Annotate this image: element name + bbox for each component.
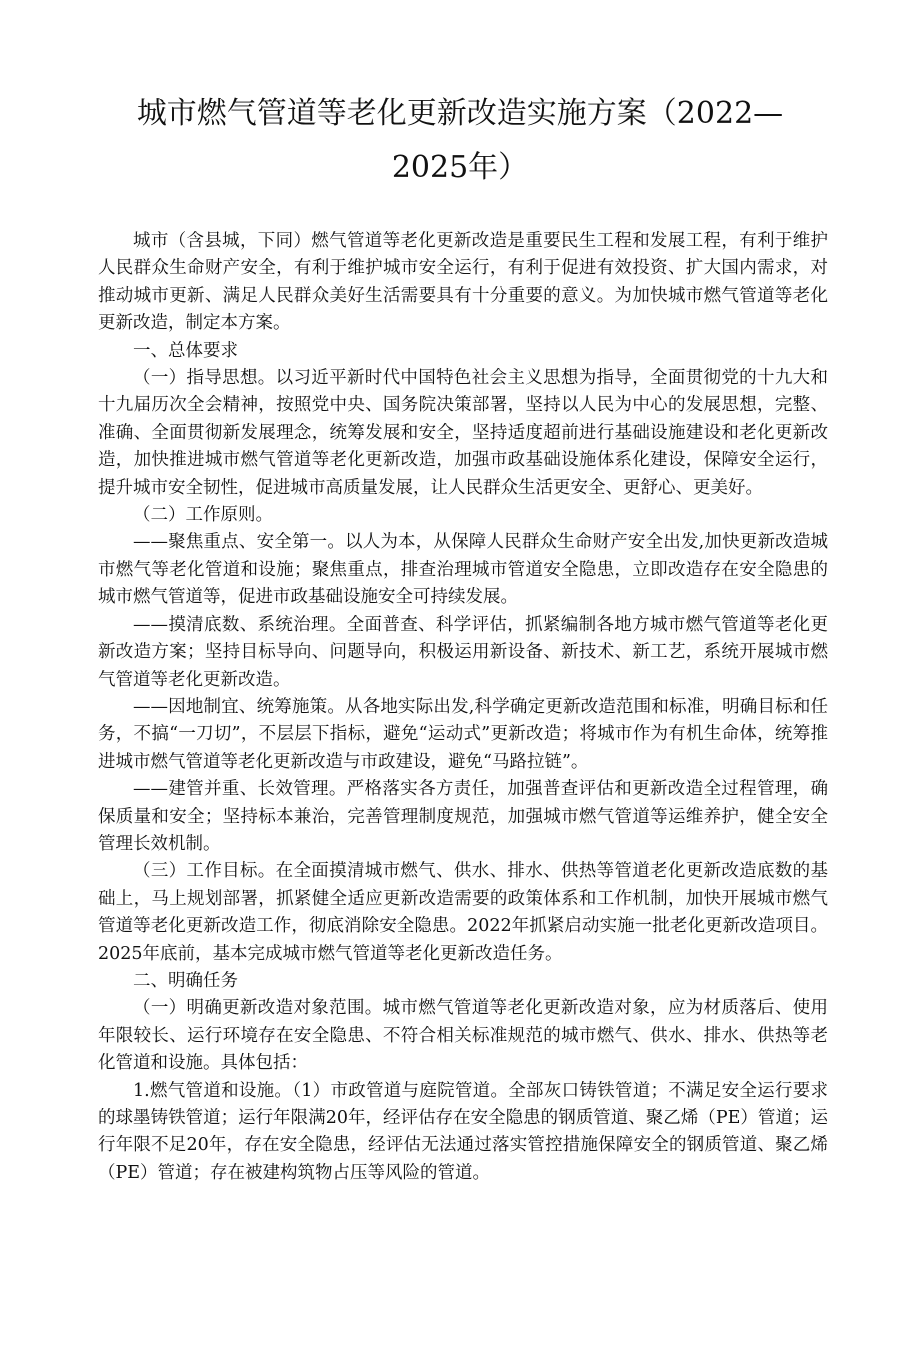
section-heading-clear-tasks: 二、明确任务 [133,970,238,991]
paragraph-principle-management: ——建管并重、长效管理。严格落实各方责任，加强普查评估和更新改造全过程管理，确保质量和安全；坚持标本兼治，完善管理制度规范，加强城市燃气管道等运维养护，健全安全管理长效机制。 [98,779,828,854]
document-body [98,228,828,1187]
section-heading-general-requirements: 一、总体要求 [133,340,238,361]
intro-paragraph: 城市（含县城，下同）燃气管道等老化更新改造是重要民生工程和发展工程，有利于维护人民群众生命财产安全，有利于维护城市安全运行，有利于促进有效投资、扩大国内需求，对推动城市更新、满足人民群众美好生活需要具有十分重要的意义。为加快城市燃气管道等老化更新改造，制定本方案。 [98,231,828,334]
paragraph-work-goals: （三）工作目标。在全面摸清城市燃气、供水、排水、供热等管道老化更新改造底数的基础上，马上规划部署，抓紧健全适应更新改造需要的政策体系和工作机制，加快开展城市燃气管道等老化更新改造工作，彻底消除安全隐患。2022年抓紧启动实施一批老化更新改造项目。2025年底前，基本完成城市燃气管道等老化更新改造任务。 [98,861,828,964]
paragraph-gas-pipelines: 1.燃气管道和设施。（1）市政管道与庭院管道。全部灰口铸铁管道；不满足安全运行要求的球墨铸铁管道；运行年限满20年，经评估存在安全隐患的钢质管道、聚乙烯（PE）管道；运行年限不足20年，存在安全隐患，经评估无法通过落实管控措施保障安全的钢质管道、聚乙烯（PE）管道；存在被建构筑物占压等风险的管道。 [98,1080,828,1183]
subheading-work-principles: （二）工作原则。 [133,505,273,526]
paragraph-principle-focus-safety: ——聚焦重点、安全第一。以人为本，从保障人民群众生命财产安全出发,加快更新改造城市燃气等老化管道和设施；聚焦重点，排查治理城市管道安全隐患，立即改造存在安全隐患的城市燃气管道等，促进市政基础设施安全可持续发展。 [98,532,828,608]
document-title-line-2: 2025年） [391,150,529,185]
paragraph-principle-local-conditions: ——因地制宜、统筹施策。从各地实际出发,科学确定更新改造范围和标准，明确目标和任务，不搞“一刀切”，不层层下指标，避免“运动式”更新改造；将城市作为有机生命体，统筹推进城市燃气管道等老化更新改造与市政建设，避免“马路拉链”。 [98,696,828,772]
paragraph-principle-systematic: ——摸清底数、系统治理。全面普查、科学评估，抓紧编制各地方城市燃气管道等老化更新改造方案；坚持目标导向、问题导向，积极运用新设备、新技术、新工艺，系统开展城市燃气管道等老化更新改造。 [98,614,828,690]
paragraph-guiding-ideology: （一）指导思想。以习近平新时代中国特色社会主义思想为指导，全面贯彻党的十九大和十九届历次全会精神，按照党中央、国务院决策部署，坚持以人民为中心的发展思想，完整、准确、全面贯彻新发展理念，统筹发展和安全，坚持适度超前进行基础设施建设和老化更新改造，加快推进城市燃气管道等老化更新改造，加强市政基础设施体系化建设，保障安全运行，提升城市安全韧性，促进城市高质量发展，让人民群众生活更安全、更舒心、更美好。 [98,368,828,498]
paragraph-scope: （一）明确更新改造对象范围。城市燃气管道等老化更新改造对象，应为材质落后、使用年限较长、运行环境存在安全隐患、不符合相关标准规范的城市燃气、供水、排水、供热等老化管道和设施。具体包括： [98,998,828,1074]
document-title-line-1: 城市燃气管道等老化更新改造实施方案（2022— [136,96,784,131]
